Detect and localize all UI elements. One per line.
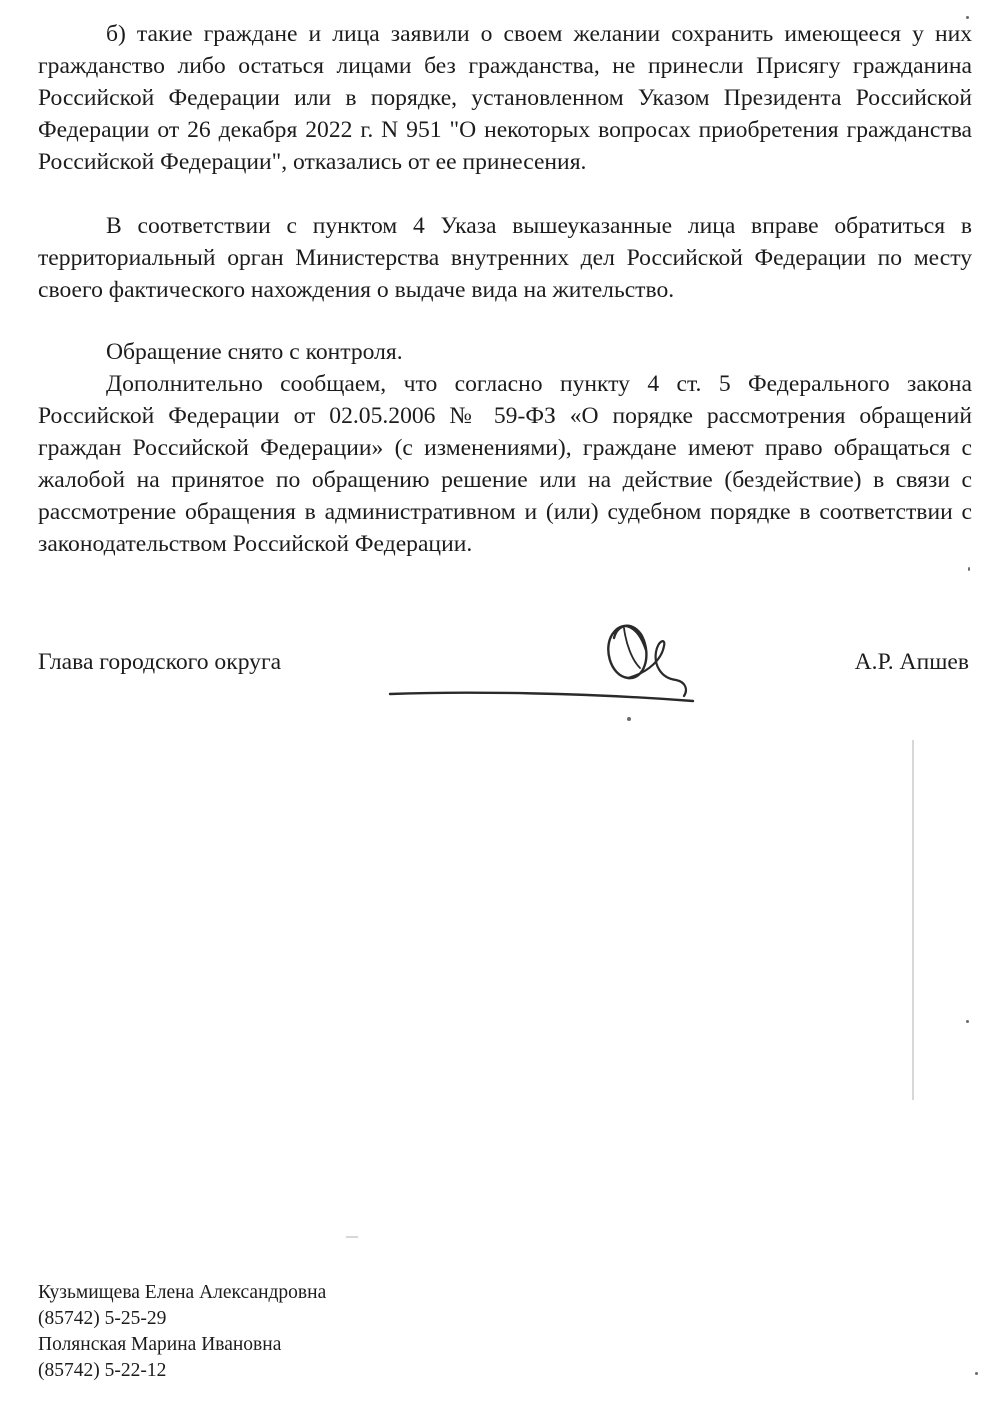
contact-phone-2: (85742) 5-22-12 xyxy=(38,1360,167,1381)
scan-edge-line xyxy=(346,1236,358,1238)
scan-speck xyxy=(966,16,969,19)
signatory-name: А.Р. Апшев xyxy=(854,649,969,675)
paragraph-citizenship-conditions: б) такие граждане и лица заявили о своем желании сохранить имеющееся у них гражданство либо остаться лицами без гражданства, не принесли Присягу гражданина Российской Федерации или в порядке, установленном Указом Президента Российской Федерации от 26 декабря 2022 г. N 951 "О некоторых вопросах приобретения гражданства Российской Федерации", отказались от ее принесения. xyxy=(38,21,972,175)
scan-speck xyxy=(627,717,631,721)
contact-name-1: Кузьмищева Елена Александровна xyxy=(38,1282,327,1303)
contact-name-2: Полянская Марина Ивановна xyxy=(38,1334,282,1355)
paragraph-control-removed: Обращение снято с контроля. xyxy=(106,339,403,365)
scan-speck xyxy=(966,1020,969,1023)
signatory-position: Глава городского округа xyxy=(38,649,282,675)
handwritten-signature xyxy=(388,598,708,718)
contact-phone-1: (85742) 5-25-29 xyxy=(38,1308,167,1329)
contacts-block xyxy=(38,1280,326,1384)
scan-edge-line xyxy=(912,740,914,1100)
scan-speck xyxy=(968,567,970,571)
paragraph-residence-permit: В соответствии с пунктом 4 Указа вышеуказанные лица вправе обратиться в территориальный орган Министерства внутренних дел Российской Федерации по месту своего фактического нахождения о выдаче вида на жительство. xyxy=(38,213,972,303)
scan-speck xyxy=(975,1372,978,1375)
paragraph-appeal-rights: Дополнительно сообщаем, что согласно пункту 4 ст. 5 Федерального закона Российской Федерации от 02.05.2006 № 59-ФЗ «О порядке рассмотрения обращений граждан Российской Федерации» (с изменениями), граждане имеют право обращаться с жалобой на принятое по обращению решение или на действие (бездействие) в связи с рассмотрение обращения в административном и (или) судебном порядке в соответствии с законодательством Российской Федерации. xyxy=(38,371,972,557)
